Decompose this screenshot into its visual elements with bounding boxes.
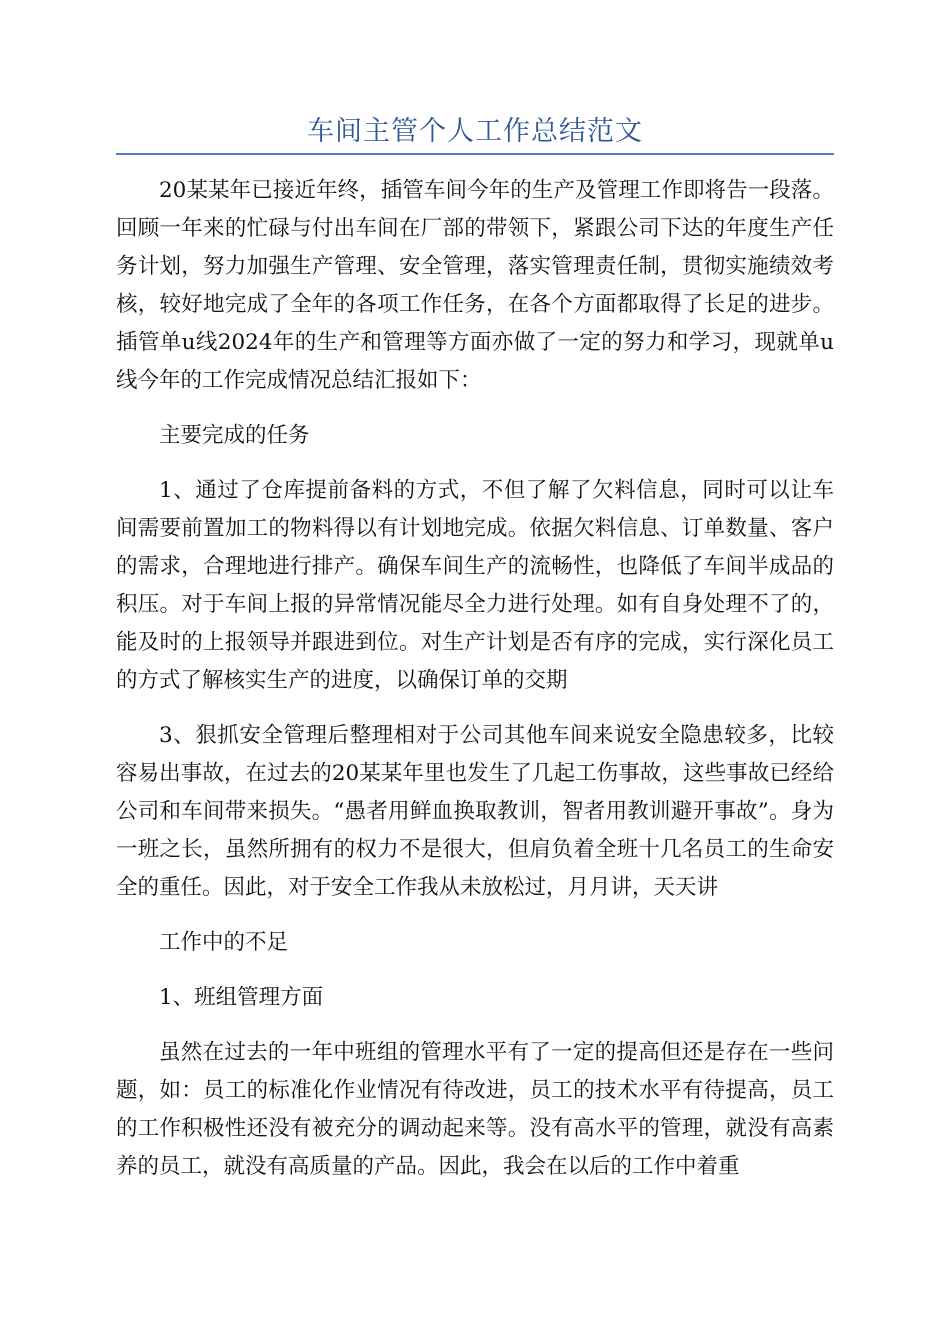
document-body: [116, 172, 834, 1203]
section-heading-main-tasks: 主要完成的任务: [159, 423, 310, 448]
title-underline: [116, 153, 834, 155]
document-title: 车间主管个人工作总结范文: [307, 116, 643, 147]
paragraph-intro: 20某某年已接近年终，插管车间今年的生产及管理工作即将告一段落。回顾一年来的忙碌与付出车间在厂部的带领下，紧跟公司下达的年度生产任务计划，努力加强生产管理、安全管理，落实管理责任制，贯彻实施绩效考核，较好地完成了全年的各项工作任务，在各个方面都取得了长足的进步。插管单u线2024年的生产和管理等方面亦做了一定的努力和学习，现就单u线今年的工作完成情况总结汇报如下：: [116, 178, 834, 393]
subheading-team-management: 1、班组管理方面: [159, 985, 324, 1010]
paragraph-task-3: 3、狠抓安全管理后整理相对于公司其他车间来说安全隐患较多，比较容易出事故，在过去的20某某年里也发生了几起工伤事故，这些事故已经给公司和车间带来损失。“愚者用鲜血换取教训，智者用教训避开事故”。身为一班之长，虽然所拥有的权力不是很大，但肩负着全班十几名员工的生命安全的重任。因此，对于安全工作我从未放松过，月月讲，天天讲: [116, 723, 834, 900]
section-heading-shortcomings: 工作中的不足: [159, 930, 289, 955]
paragraph-team-management: 虽然在过去的一年中班组的管理水平有了一定的提高但还是存在一些问题，如：员工的标准化作业情况有待改进，员工的技术水平有待提高，员工的工作积极性还没有被充分的调动起来等。没有高水平的管理，就没有高素养的员工，就没有高质量的产品。因此，我会在以后的工作中着重: [116, 1040, 834, 1179]
paragraph-task-1: 1、通过了仓库提前备料的方式，不但了解了欠料信息，同时可以让车间需要前置加工的物料得以有计划地完成。依据欠料信息、订单数量、客户的需求，合理地进行排产。确保车间生产的流畅性，也降低了车间半成品的积压。对于车间上报的异常情况能尽全力进行处理。如有自身处理不了的，能及时的上报领导并跟进到位。对生产计划是否有序的完成，实行深化员工的方式了解核实生产的进度，以确保订单的交期: [116, 478, 834, 693]
